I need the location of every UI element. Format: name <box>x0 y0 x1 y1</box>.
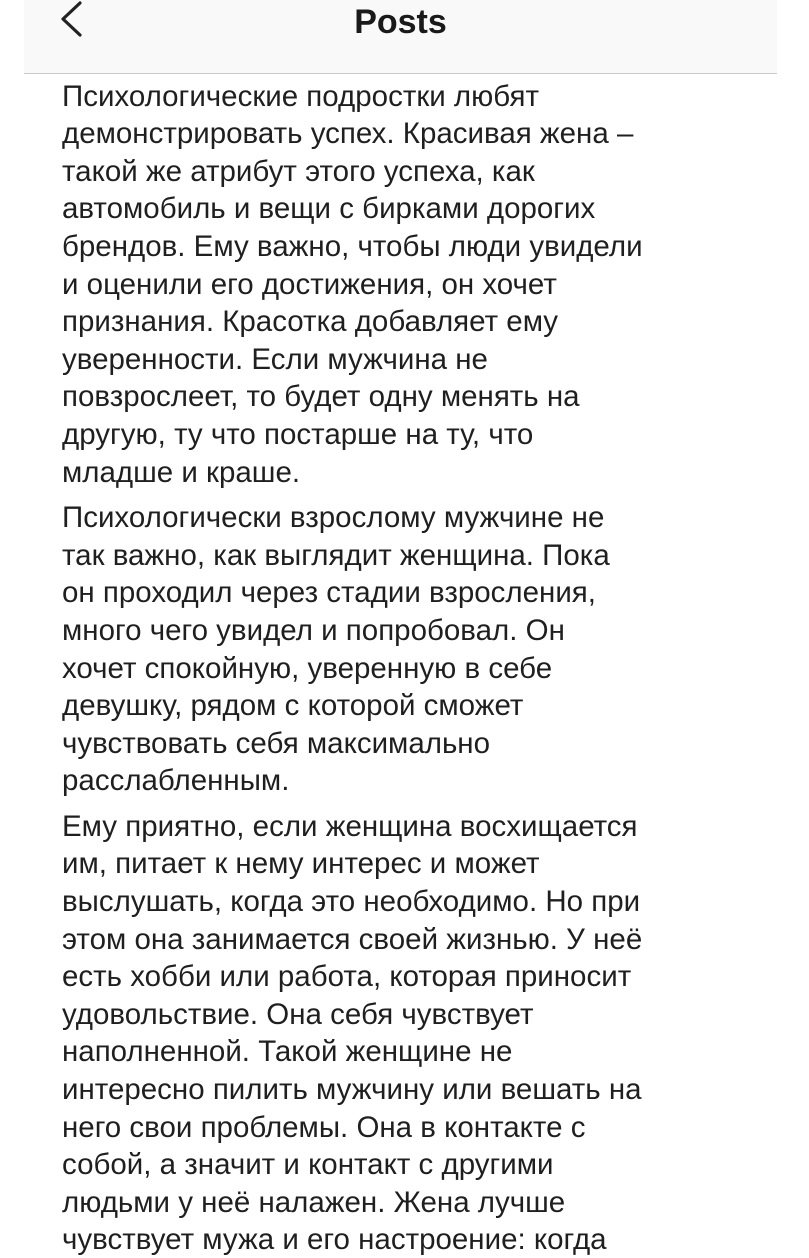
text-line: такой же атрибут этого успеха, как <box>62 154 535 188</box>
text-line: автомобиль и вещи с бирками дорогих <box>62 192 596 226</box>
text-line: хочет спокойную, уверенную в себе <box>62 651 553 685</box>
text-line: Психологические подростки любят <box>62 79 539 113</box>
text-line: девушку, рядом с которой сможет <box>62 689 524 723</box>
text-line: младше и краше. <box>62 455 301 489</box>
text-line: собой, а значит и контакт с другими <box>62 1148 554 1182</box>
text-line: брендов. Ему важно, чтобы люди увидели <box>62 229 643 263</box>
text-line: Ему приятно, если женщина восхищается <box>62 809 638 843</box>
text-line: им, питает к нему интерес и может <box>62 847 540 881</box>
text-line: признания. Красотка добавляет ему <box>62 305 559 339</box>
text-line: уверенности. Если мужчина не <box>62 342 488 376</box>
text-line: чувствовать себя максимально <box>62 726 491 760</box>
post-paragraph <box>62 808 762 1258</box>
text-line: людьми у неё налажен. Жена лучше <box>62 1185 566 1219</box>
text-line: демонстрировать успех. Красивая жена – <box>62 117 634 151</box>
text-line: удовольствие. Она себя чувствует <box>62 997 534 1031</box>
text-line: интересно пилить мужчину или вешать на <box>62 1073 642 1107</box>
text-line: так важно, как выглядит женщина. Пока <box>62 538 610 572</box>
text-line: и оценили его достижения, он хочет <box>62 267 557 301</box>
text-line: него свои проблемы. Она в контакте с <box>62 1110 586 1144</box>
text-line: расслабленным. <box>62 764 290 798</box>
text-line: другую, ту что постарше на ту, что <box>62 417 534 451</box>
text-line: Психологически взрослому мужчине не <box>62 501 605 535</box>
post-body <box>62 40 762 1258</box>
text-line: чувствует мужа и его настроение: когда <box>62 1223 607 1257</box>
text-line: наполненной. Такой женщине не <box>62 1035 513 1069</box>
post-paragraph <box>62 499 762 800</box>
text-line: есть хобби или работа, которая приносит <box>62 960 632 994</box>
text-line: выслушать, когда это необходимо. Но при <box>62 885 641 919</box>
post-paragraph <box>62 40 762 491</box>
navigation-bar <box>24 0 777 74</box>
text-line: повзрослеет, то будет одну менять на <box>62 380 580 414</box>
page-title: Posts <box>354 3 447 41</box>
text-line: этом она занимается своей жизнью. У неё <box>62 922 643 956</box>
text-line: он проходил через стадии взросления, <box>62 576 596 610</box>
text-line: много чего увидел и попробовал. Он <box>62 613 565 647</box>
